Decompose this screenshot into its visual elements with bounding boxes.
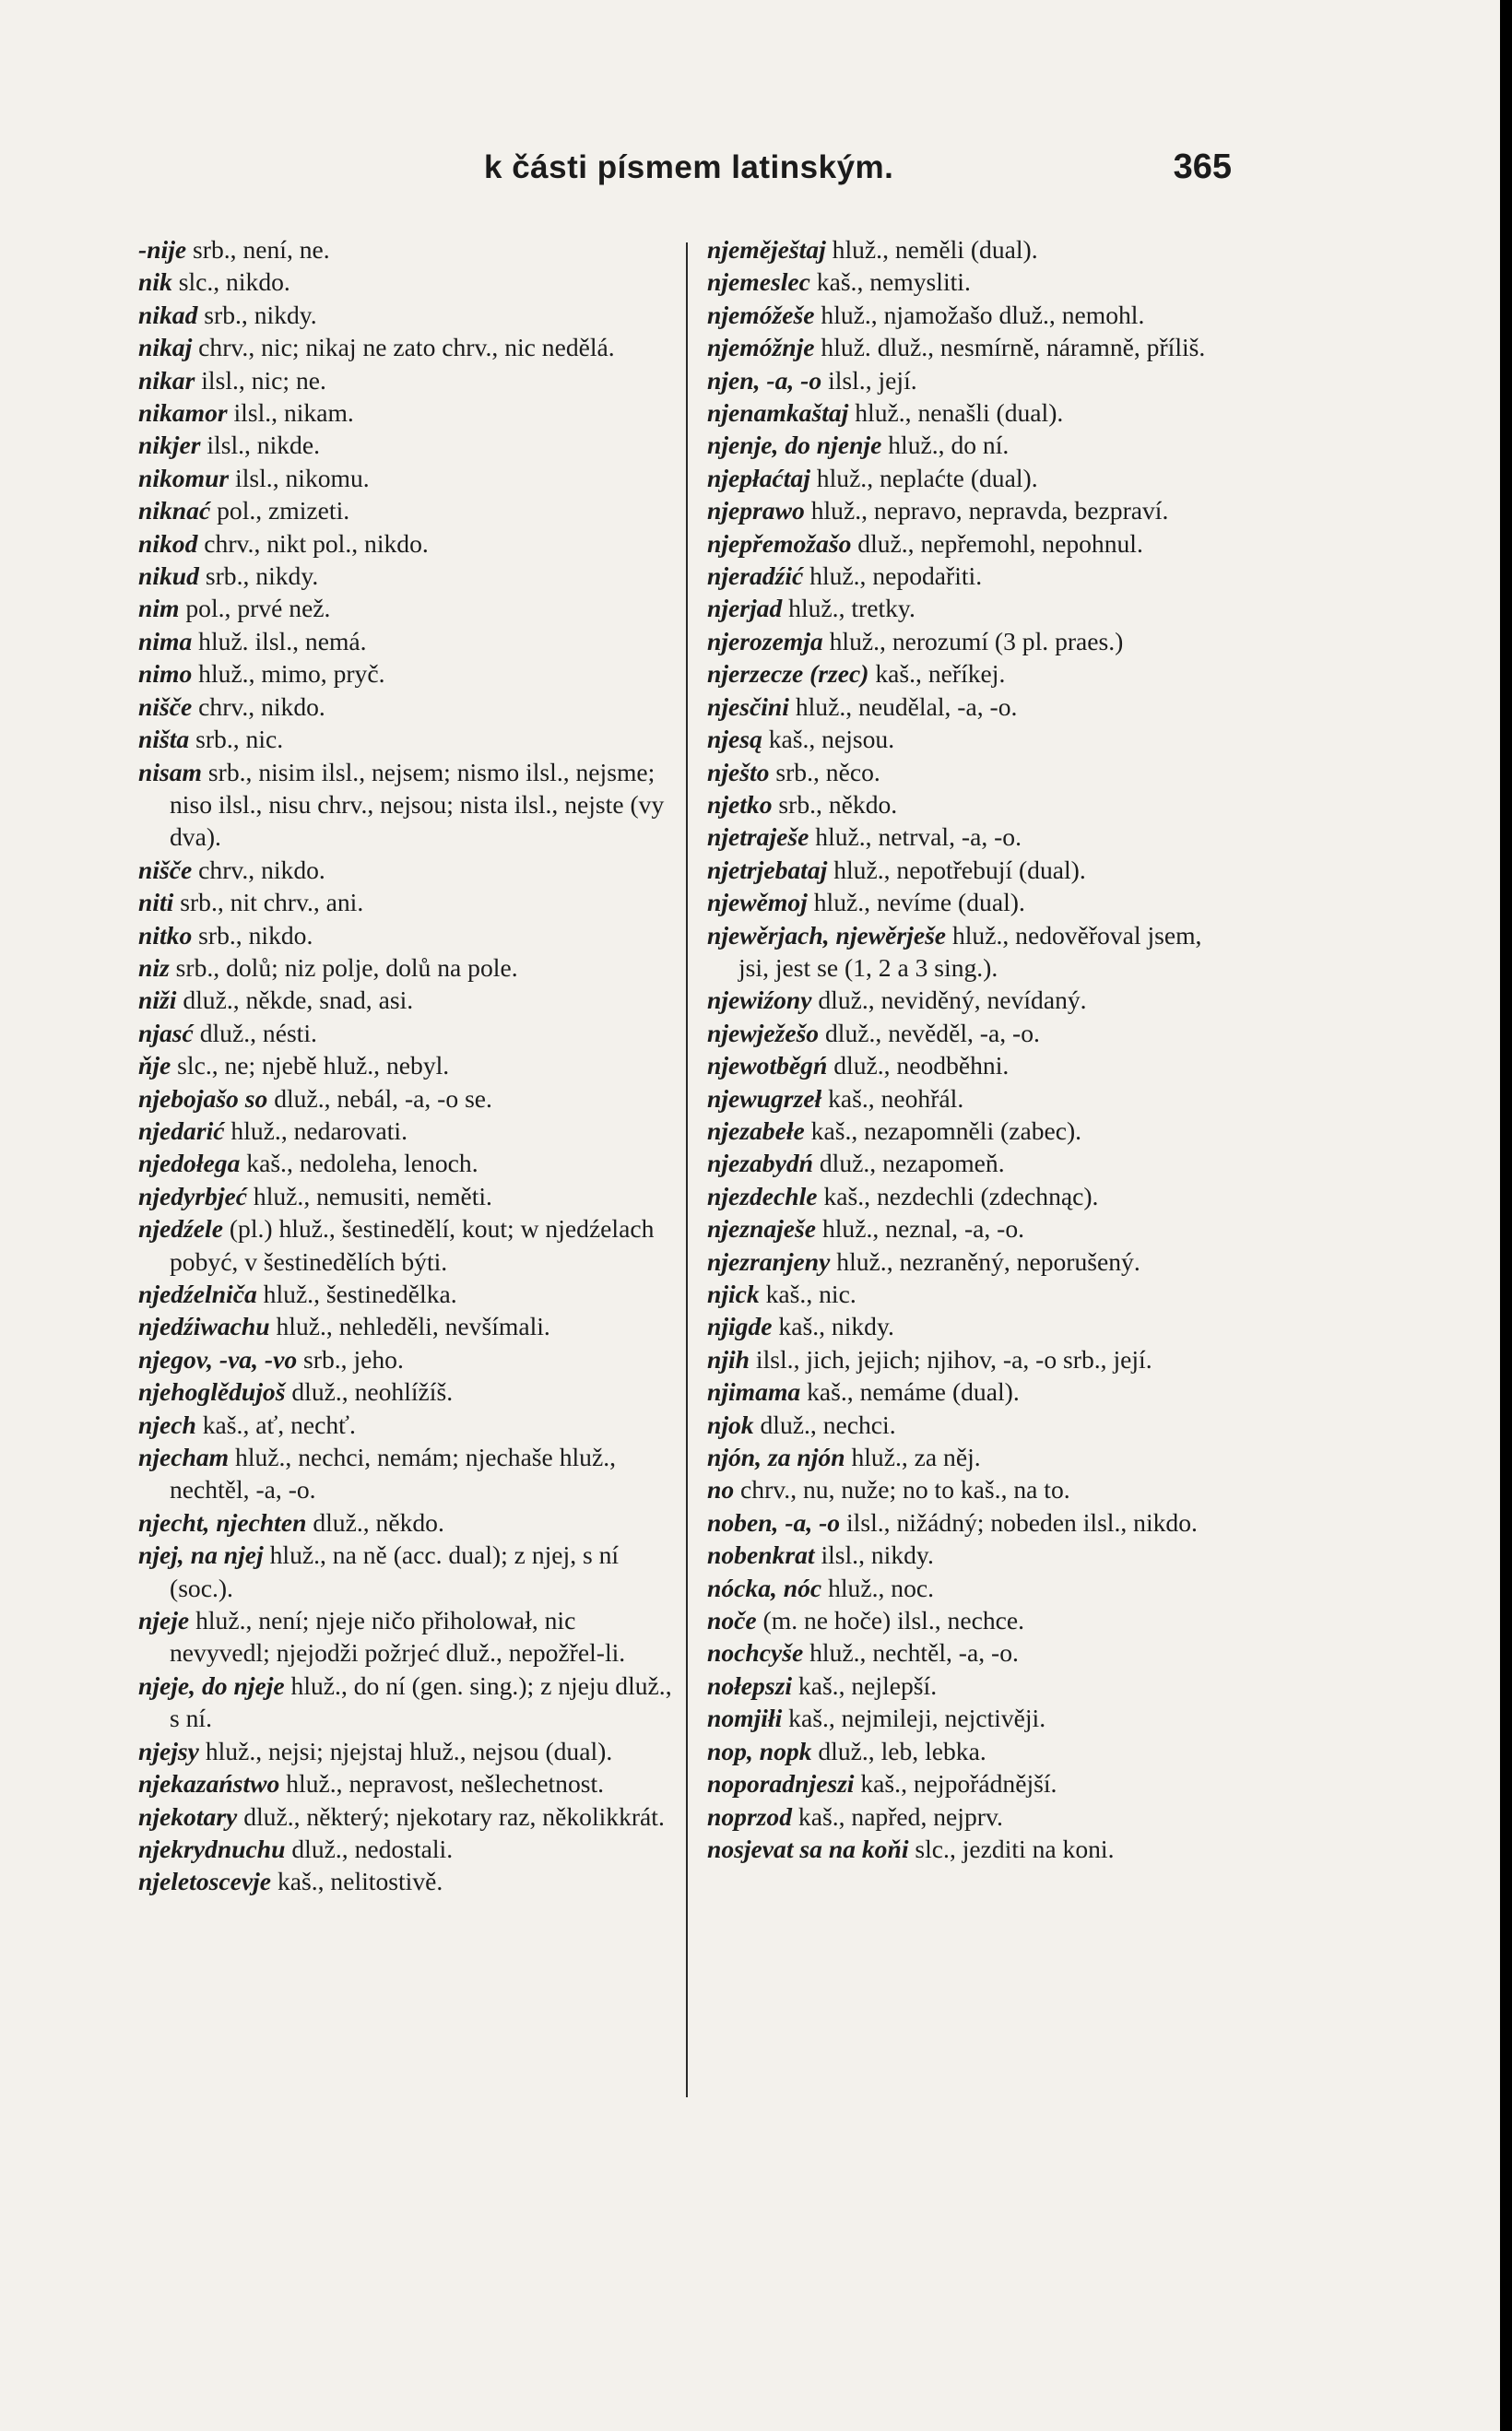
entry-headword: njeje, do njeje: [138, 1670, 285, 1700]
entry-headword: njejsy: [138, 1736, 199, 1765]
entry-headword: nikud: [138, 561, 199, 591]
entry-headword: njezdechle: [707, 1181, 818, 1210]
entry-definition: hluž., není; njeje ničo přiholował, nic nevyvedl; njejodži požrjeć dluž., nepožřel-li.: [170, 1606, 626, 1668]
dictionary-entry: [707, 1278, 1236, 1310]
entry-definition: srb., nikdo.: [192, 920, 313, 950]
entry-headword: njekotary: [138, 1801, 238, 1831]
entry-headword: njetraješe: [707, 822, 809, 852]
entry-headword: nik: [138, 267, 172, 297]
entry-definition: hluž., nejsi; njejstaj hluž., nejsou (dual).: [198, 1736, 613, 1765]
entry-definition: dluž., neviděný, nevídaný.: [811, 985, 1087, 1015]
dictionary-entry: [707, 1375, 1236, 1408]
dictionary-entry: [707, 1636, 1236, 1669]
entry-headword: nochcyše: [707, 1638, 804, 1668]
dictionary-entry: [707, 1409, 1236, 1441]
entry-headword: njecht, njechten: [138, 1507, 307, 1537]
dictionary-entry: [707, 984, 1236, 1016]
entry-definition: dluž., leb, lebka.: [811, 1736, 986, 1765]
entry-definition: kaš., nic.: [759, 1280, 856, 1308]
entry-definition: hluž., noc.: [821, 1573, 935, 1602]
dictionary-entry: [138, 625, 673, 657]
entry-headword: njeznaješe: [707, 1214, 817, 1244]
dictionary-entry: [707, 266, 1236, 298]
dictionary-entry: [138, 266, 673, 298]
dictionary-entry: [707, 592, 1236, 624]
dictionary-entry: [707, 1572, 1236, 1604]
entry-definition: hluž., nerozumí (3 pl. praes.): [822, 626, 1124, 655]
dictionary-entry: [138, 723, 673, 755]
entry-definition: dluž., neohlížíš.: [285, 1377, 454, 1407]
entry-definition: kaš., nelitostivě.: [271, 1867, 443, 1896]
dictionary-entry: [138, 1833, 673, 1865]
dictionary-entry: [138, 1082, 673, 1115]
dictionary-entry: [707, 723, 1236, 755]
entry-definition: hluž., za něj.: [845, 1443, 981, 1472]
entry-definition: hluž., neznal, -a, -o.: [816, 1214, 1025, 1244]
dictionary-entry: [138, 1735, 673, 1767]
dictionary-entry: [138, 1017, 673, 1049]
dictionary-entry: [707, 1767, 1236, 1800]
dictionary-entry: [707, 233, 1236, 266]
entry-headword: njimama: [707, 1377, 801, 1407]
entry-definition: hluž. dluž., nesmírně, náramně, příliš.: [814, 333, 1206, 362]
entry-headword: njen, -a, -o: [707, 365, 822, 395]
dictionary-entry: [138, 984, 673, 1016]
dictionary-entry: [707, 429, 1236, 461]
dictionary-entry: [707, 1473, 1236, 1505]
entry-definition: kaš., napřed, nejprv.: [792, 1801, 1003, 1831]
entry-headword: njehoglědujoš: [138, 1377, 286, 1407]
entry-headword: noče: [707, 1606, 757, 1635]
entry-headword: nikad: [138, 300, 198, 329]
dictionary-entry: [707, 1441, 1236, 1473]
entry-headword: njewěmoj: [707, 888, 808, 917]
entry-definition: hluž., neměli (dual).: [825, 235, 1038, 264]
entry-definition: kaš., neohřál.: [821, 1083, 964, 1113]
entry-definition: chrv., nikdo.: [192, 855, 325, 884]
entry-headword: njewježešo: [707, 1018, 820, 1047]
entry-headword: nitko: [138, 920, 193, 950]
entry-definition: dluž., nevěděl, -a, -o.: [819, 1018, 1040, 1047]
entry-definition: srb., jeho.: [297, 1344, 404, 1374]
dictionary-entry: [707, 1212, 1236, 1245]
dictionary-entry: [707, 756, 1236, 788]
entry-headword: njenje, do njenje: [707, 431, 882, 460]
entry-headword: njedarić: [138, 1115, 225, 1145]
entry-definition: kaš., nejsou.: [762, 725, 895, 754]
entry-definition: hluž., mimo, pryč.: [192, 659, 385, 689]
entry-headword: niz: [138, 952, 170, 982]
entry-definition: srb., nikdy.: [197, 300, 317, 329]
entry-definition: srb., něco.: [769, 757, 880, 786]
entry-definition: dluž., neodběhni.: [827, 1051, 1010, 1080]
entry-headword: njegov, -va, -vo: [138, 1344, 298, 1374]
dictionary-entry: [707, 625, 1236, 657]
entry-headword: njekazaństwo: [138, 1769, 280, 1799]
dictionary-entry: [707, 1604, 1236, 1636]
entry-headword: njebojašo so: [138, 1083, 268, 1113]
dictionary-entry: [138, 1441, 673, 1506]
dictionary-entry: [138, 1278, 673, 1310]
entry-definition: hluž., nepravo, nepravda, bezpraví.: [804, 496, 1169, 525]
entry-headword: njedźelniča: [138, 1280, 257, 1308]
entry-headword: njewugrzeł: [707, 1083, 822, 1113]
entry-headword: nješto: [707, 757, 770, 786]
entry-definition: kaš., nemysliti.: [809, 267, 971, 297]
dictionary-entry: [707, 1310, 1236, 1342]
entry-headword: njesčini: [707, 691, 789, 721]
dictionary-entry: [138, 592, 673, 624]
dictionary-entry: [707, 886, 1236, 918]
dictionary-entry: [138, 657, 673, 690]
entry-definition: chrv., nikt pol., nikdo.: [197, 528, 429, 558]
entry-headword: nimo: [138, 659, 193, 689]
dictionary-entry: [707, 1800, 1236, 1833]
dictionary-entry: [707, 396, 1236, 429]
entry-definition: hluž., nepotřebují (dual).: [827, 855, 1086, 884]
entry-definition: hluž., nedověřoval jsem, jsi, jest se (1, 2 a 3 sing.).: [738, 920, 1202, 982]
dictionary-entry: [138, 1670, 673, 1735]
entry-definition: dluž., nebál, -a, -o se.: [267, 1083, 492, 1113]
entry-definition: kaš., nejpořádnější.: [854, 1769, 1057, 1799]
entry-headword: nikamor: [138, 398, 228, 428]
entry-headword: -nije: [138, 235, 187, 264]
entry-headword: no: [707, 1475, 735, 1505]
dictionary-entry: [138, 1409, 673, 1441]
dictionary-entry: [138, 1343, 673, 1375]
entry-definition: dluž., někdo.: [306, 1507, 444, 1537]
entry-definition: hluž., nechci, nemám; njechaše hluž., nechtěl, -a, -o.: [170, 1443, 616, 1505]
entry-headword: njerozemja: [707, 626, 823, 655]
entry-headword: njecham: [138, 1443, 230, 1472]
entry-headword: nomjiłi: [707, 1704, 783, 1733]
dictionary-entry: [707, 1343, 1236, 1375]
dictionary-entry: [138, 560, 673, 592]
dictionary-entry: [138, 1800, 673, 1833]
entry-headword: njech: [138, 1410, 196, 1439]
dictionary-entry: [707, 1833, 1236, 1865]
dictionary-entry: [138, 331, 673, 363]
entry-headword: njerjad: [707, 594, 783, 623]
dictionary-entry: [138, 1147, 673, 1179]
entry-definition: kaš., nezdechli (zdechnąc).: [817, 1181, 1099, 1210]
entry-headword: njemóžnje: [707, 333, 815, 362]
dictionary-entry: [707, 364, 1236, 396]
entry-headword: njemeslec: [707, 267, 810, 297]
dictionary-entry: [707, 1115, 1236, 1147]
dictionary-entry: [707, 462, 1236, 494]
entry-headword: njetrjebataj: [707, 855, 828, 884]
entry-definition: (pl.) hluž., šestinedělí, kout; w njedźelach pobyć, v šestinedělích býti.: [170, 1214, 655, 1276]
dictionary-entry: [138, 1310, 673, 1342]
dictionary-entry: [138, 1375, 673, 1408]
entry-definition: hluž., do ní.: [881, 431, 1010, 460]
entry-definition: kaš., nedoleha, lenoch.: [240, 1149, 478, 1178]
entry-definition: pol., prvé než.: [179, 594, 331, 623]
entry-headword: noben, -a, -o: [707, 1507, 841, 1537]
dictionary-entry: [138, 462, 673, 494]
entry-definition: dluž., nezapomeň.: [812, 1149, 1005, 1178]
entry-headword: niknać: [138, 496, 211, 525]
dictionary-entry: [138, 233, 673, 266]
entry-definition: ilsl., jich, jejich; njihov, -a, -o srb., její.: [750, 1344, 1152, 1374]
entry-headword: njeletoscevje: [138, 1867, 272, 1896]
entry-definition: chrv., nic; nikaj ne zato chrv., nic nedělá.: [192, 333, 615, 362]
entry-headword: njej, na njej: [138, 1540, 264, 1570]
entry-definition: hluž., tretky.: [782, 594, 915, 623]
entry-definition: kaš., ať, nechť.: [195, 1410, 356, 1439]
entry-headword: ništa: [138, 725, 190, 754]
entry-definition: kaš., nejmileji, nejctivěji.: [782, 1704, 1046, 1733]
entry-headword: njasć: [138, 1018, 194, 1047]
dictionary-entry: [138, 1212, 673, 1278]
entry-definition: hluž., nepodařiti.: [803, 561, 983, 591]
entry-headword: njih: [707, 1344, 750, 1374]
dictionary-entry: [707, 1049, 1236, 1081]
dictionary-entry: [707, 1670, 1236, 1702]
entry-headword: njeprawo: [707, 496, 805, 525]
dictionary-entry: [707, 1245, 1236, 1278]
entry-definition: ilsl., nikomu.: [229, 463, 370, 492]
entry-definition: kaš., neříkej.: [868, 659, 1006, 689]
entry-headword: nosjevat sa na koňi: [707, 1834, 909, 1863]
entry-definition: dluž., nedostali.: [285, 1834, 454, 1863]
entry-definition: ilsl., nižádný; nobeden ilsl., nikdo.: [840, 1507, 1198, 1537]
dictionary-entry: [138, 951, 673, 984]
entry-headword: niži: [138, 985, 177, 1015]
entry-headword: njepłaćtaj: [707, 463, 810, 492]
entry-definition: dluž., nésti.: [193, 1018, 317, 1047]
dictionary-entry: [138, 396, 673, 429]
dictionary-entry: [138, 527, 673, 560]
dictionary-entry: [707, 820, 1236, 853]
entry-headword: nim: [138, 594, 180, 623]
entry-headword: nišče: [138, 691, 193, 721]
dictionary-entry: [707, 1147, 1236, 1179]
entry-headword: nikod: [138, 528, 198, 558]
entry-definition: slc., jezditi na koni.: [908, 1834, 1115, 1863]
entry-headword: nop, nopk: [707, 1736, 812, 1765]
dictionary-entry: [707, 657, 1236, 690]
entry-definition: hluž., nezraněný, neporušený.: [830, 1246, 1140, 1276]
dictionary-entry: [707, 919, 1236, 985]
dictionary-entry: [138, 854, 673, 886]
dictionary-entry: [138, 364, 673, 396]
left-column: [138, 233, 673, 1898]
entry-headword: nikjer: [138, 431, 201, 460]
entry-headword: njedołega: [138, 1149, 241, 1178]
entry-headword: njerzecze (rzec): [707, 659, 869, 689]
entry-headword: njigde: [707, 1312, 773, 1341]
dictionary-entry: [707, 1017, 1236, 1049]
dictionary-entry: [707, 854, 1236, 886]
dictionary-entry: [138, 690, 673, 723]
entry-headword: njedyrbjeć: [138, 1181, 248, 1210]
dictionary-entry: [707, 560, 1236, 592]
page-number: 365: [1173, 148, 1232, 186]
dictionary-entry: [707, 1506, 1236, 1539]
entry-definition: hluž., nevíme (dual).: [807, 888, 1025, 917]
entry-headword: nisam: [138, 757, 203, 786]
entry-headword: njesą: [707, 725, 762, 754]
entry-definition: hluž., njamožašo dluž., nemohl.: [814, 300, 1145, 329]
entry-definition: chrv., nikdo.: [192, 691, 325, 721]
entry-definition: hluž., netrval, -a, -o.: [809, 822, 1022, 852]
entry-definition: hluž., nenašli (dual).: [848, 398, 1064, 428]
entry-definition: ilsl., nic; ne.: [195, 365, 326, 395]
dictionary-entry: [138, 1604, 673, 1670]
entry-headword: nołepszi: [707, 1670, 792, 1700]
entry-headword: njepřemožašo: [707, 528, 852, 558]
entry-definition: hluž., neplaćte (dual).: [809, 463, 1038, 492]
entry-definition: srb., nit chrv., ani.: [173, 888, 364, 917]
entry-headword: njeradźić: [707, 561, 804, 591]
dictionary-entry: [707, 527, 1236, 560]
entry-definition: ilsl., nikdy.: [814, 1540, 934, 1570]
dictionary-entry: [138, 886, 673, 918]
entry-definition: (m. ne hoče) ilsl., nechce.: [756, 1606, 1025, 1635]
entry-headword: niti: [138, 888, 174, 917]
entry-headword: njewotběgń: [707, 1051, 828, 1080]
page-title: k části písmem latinským.: [484, 149, 894, 185]
dictionary-entry: [138, 1180, 673, 1212]
entry-definition: hluž. ilsl., nemá.: [192, 626, 367, 655]
entry-definition: hluž., nepravost, nešlechetnost.: [279, 1769, 605, 1799]
entry-headword: njewiźony: [707, 985, 812, 1015]
dictionary-entry: [707, 331, 1236, 363]
column-divider: [686, 242, 688, 2097]
entry-definition: chrv., nu, nuže; no to kaš., na to.: [734, 1475, 1070, 1505]
entry-definition: hluž., nechtěl, -a, -o.: [803, 1638, 1019, 1668]
entry-definition: srb., není, ne.: [186, 235, 330, 264]
entry-definition: pol., zmizeti.: [210, 496, 350, 525]
dictionary-entry: [138, 1539, 673, 1604]
entry-definition: hluž., nedarovati.: [224, 1115, 408, 1145]
dictionary-entry: [707, 1082, 1236, 1115]
dictionary-entry: [707, 494, 1236, 526]
entry-headword: noprzod: [707, 1801, 793, 1831]
entry-definition: hluž., šestinedělka.: [256, 1280, 457, 1308]
entry-headword: njeje: [138, 1606, 190, 1635]
entry-definition: slc., nikdo.: [171, 267, 290, 297]
entry-definition: kaš., nezapomněli (zabec).: [804, 1115, 1082, 1145]
entry-definition: srb., nikdy.: [198, 561, 319, 591]
dictionary-entry: [707, 1702, 1236, 1734]
dictionary-entry: [707, 1735, 1236, 1767]
entry-definition: srb., nic.: [189, 725, 284, 754]
dictionary-entry: [138, 1049, 673, 1081]
entry-definition: dluž., nepřemohl, nepohnul.: [851, 528, 1143, 558]
entry-headword: njemóžeše: [707, 300, 815, 329]
entry-headword: njok: [707, 1410, 754, 1439]
entry-definition: srb., někdo.: [772, 789, 898, 819]
entry-headword: nima: [138, 626, 193, 655]
entry-headword: njezabydń: [707, 1149, 813, 1178]
entry-definition: dluž., nechci.: [753, 1410, 896, 1439]
entry-definition: hluž., nemusiti, neměti.: [247, 1181, 492, 1210]
entry-headword: noporadnjeszi: [707, 1769, 855, 1799]
entry-definition: slc., ne; njebě hluž., nebyl.: [171, 1051, 450, 1080]
entry-definition: srb., nisim ilsl., nejsem; nismo ilsl., nejsme; niso ilsl., nisu chrv., nejsou; nista ilsl., nejste (vy dva).: [170, 757, 665, 852]
dictionary-entry: [138, 429, 673, 461]
dictionary-entry: [707, 788, 1236, 820]
entry-headword: nócka, nóc: [707, 1573, 822, 1602]
entry-headword: nišče: [138, 855, 193, 884]
entry-definition: ilsl., nikde.: [200, 431, 321, 460]
dictionary-entry: [138, 1506, 673, 1539]
dictionary-entry: [138, 1865, 673, 1897]
entry-definition: srb., dolů; niz polje, dolů na pole.: [169, 952, 518, 982]
entry-definition: hluž., na ně (acc. dual); z njej, s ní (soc.).: [170, 1540, 620, 1602]
dictionary-entry: [707, 690, 1236, 723]
entry-headword: nikar: [138, 365, 195, 395]
entry-headword: nikaj: [138, 333, 193, 362]
entry-definition: ilsl., nikam.: [227, 398, 354, 428]
entry-definition: hluž., nehleděli, nevšímali.: [269, 1312, 550, 1341]
dictionary-entry: [138, 494, 673, 526]
right-column: [707, 233, 1236, 1865]
entry-headword: njetko: [707, 789, 773, 819]
entry-definition: dluž., někde, snad, asi.: [176, 985, 414, 1015]
dictionary-entry: [138, 299, 673, 331]
dictionary-entry: [707, 1539, 1236, 1571]
entry-headword: njeměještaj: [707, 235, 826, 264]
entry-definition: hluž., do ní (gen. sing.); z njeju dluž., s ní.: [170, 1670, 672, 1733]
dictionary-entry: [138, 1115, 673, 1147]
entry-headword: ňje: [138, 1051, 171, 1080]
entry-headword: njick: [707, 1280, 760, 1308]
entry-headword: njedźele: [138, 1214, 223, 1244]
entry-headword: njewěrjach, njewěrješe: [707, 920, 947, 950]
entry-definition: dluž., některý; njekotary raz, několikkrát.: [237, 1801, 665, 1831]
entry-definition: ilsl., její.: [821, 365, 917, 395]
entry-headword: nobenkrat: [707, 1540, 815, 1570]
entry-headword: njezabełe: [707, 1115, 805, 1145]
entry-definition: kaš., nejlepší.: [792, 1670, 938, 1700]
entry-headword: nikomur: [138, 463, 230, 492]
dictionary-entry: [138, 756, 673, 854]
entry-definition: kaš., nikdy.: [772, 1312, 894, 1341]
dictionary-entry: [707, 299, 1236, 331]
dictionary-entry: [707, 1180, 1236, 1212]
entry-headword: njezranjeny: [707, 1246, 831, 1276]
dictionary-entry: [138, 919, 673, 951]
entry-headword: njekrydnuchu: [138, 1834, 286, 1863]
entry-definition: hluž., neudělal, -a, -o.: [788, 691, 1018, 721]
dictionary-entry: [138, 1767, 673, 1800]
entry-headword: njenamkaštaj: [707, 398, 849, 428]
entry-headword: njón, za njón: [707, 1443, 845, 1472]
entry-definition: kaš., nemáme (dual).: [800, 1377, 1020, 1407]
entry-headword: njedźiwachu: [138, 1312, 270, 1341]
